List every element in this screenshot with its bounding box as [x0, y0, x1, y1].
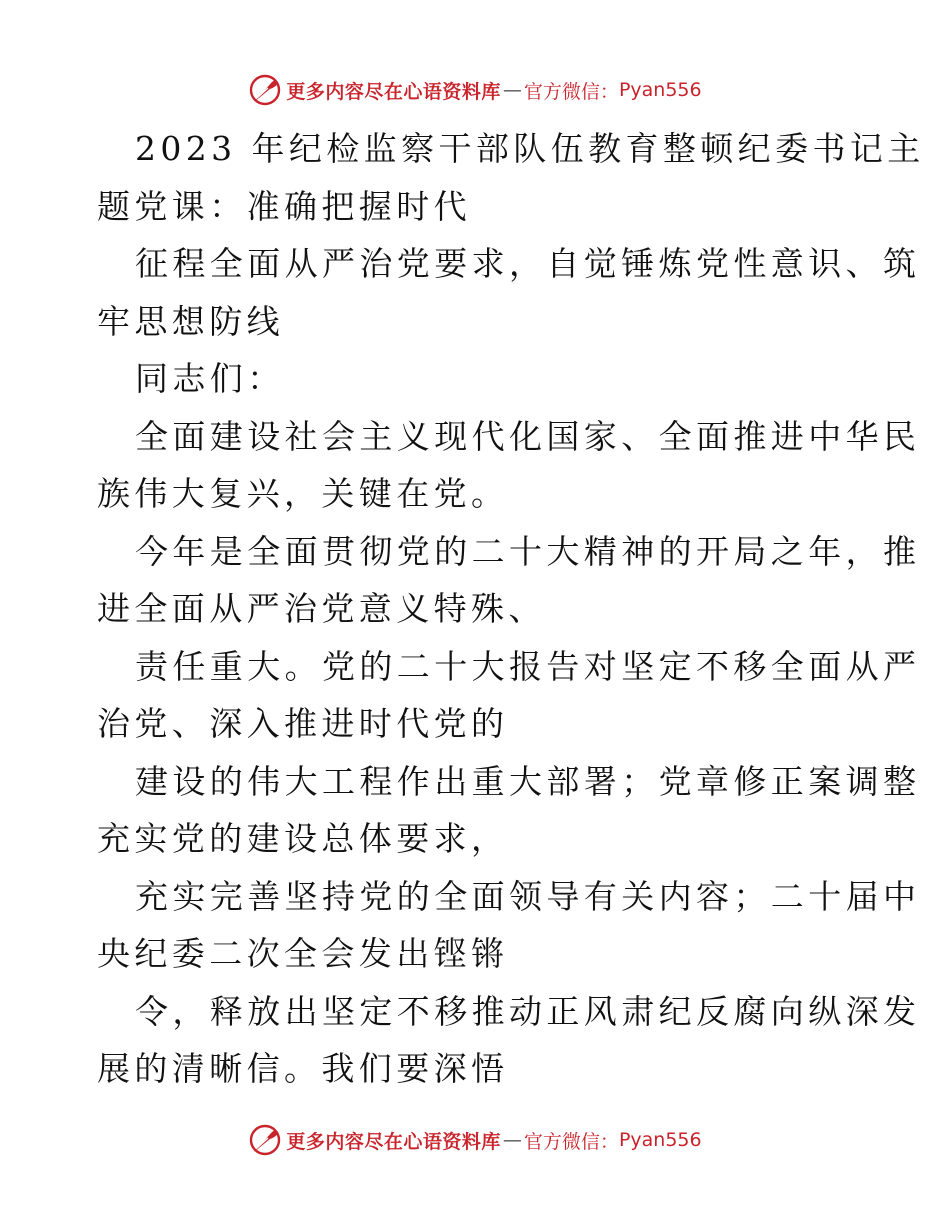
brand-text: 更多内容尽在心语资料库 — [286, 1130, 501, 1153]
contact-id: Pyan556 — [618, 79, 702, 101]
footer-watermark-banner — [0, 1120, 950, 1160]
doc-line: 建设的伟大工程作出重大部署；党章修正案调整 — [135, 761, 921, 801]
doc-line: 牢思想防线 — [97, 301, 284, 341]
contact-label: 官方微信： — [523, 1130, 619, 1153]
quill-pen-circle-icon — [248, 73, 282, 107]
doc-line: 充实党的建设总体要求， — [97, 819, 509, 858]
doc-line: 令，释放出坚定不移推动正风肃纪反腐向纵深发 — [135, 991, 921, 1031]
doc-line: 族伟大复兴，关键在党。 — [97, 474, 509, 513]
document-body — [97, 120, 925, 1098]
doc-line: 征程全面从严治党要求，自觉锤炼党性意识、筑 — [135, 244, 921, 283]
doc-line: 2023 年纪检监察干部队伍教育整顿纪委书记主 — [135, 129, 925, 168]
doc-line: 治党、深入推进时代党的 — [97, 704, 509, 743]
doc-line: 进全面从严治党意义特殊、 — [97, 589, 546, 628]
brand-text: 更多内容尽在心语资料库 — [286, 80, 501, 103]
contact-id: Pyan556 — [618, 1129, 702, 1151]
doc-line: 央纪委二次全会发出铿锵 — [97, 934, 509, 973]
doc-line: 充实完善坚持党的全面领导有关内容；二十届中 — [135, 876, 921, 916]
header-watermark-banner — [0, 70, 950, 110]
quill-pen-circle-icon — [248, 1123, 282, 1157]
doc-line: 展的清晰信。我们要深悟 — [97, 1049, 509, 1088]
banner-separator: — — [502, 1129, 522, 1151]
doc-line: 同志们： — [135, 359, 285, 398]
doc-line: 全面建设社会主义现代化国家、全面推进中华民 — [135, 416, 921, 456]
contact-label: 官方微信： — [523, 80, 619, 103]
doc-line: 今年是全面贯彻党的二十大精神的开局之年，推 — [135, 531, 921, 571]
doc-line: 题党课：准确把握时代 — [97, 186, 471, 226]
doc-line: 责任重大。党的二十大报告对坚定不移全面从严 — [135, 646, 921, 686]
banner-separator: — — [502, 79, 522, 101]
